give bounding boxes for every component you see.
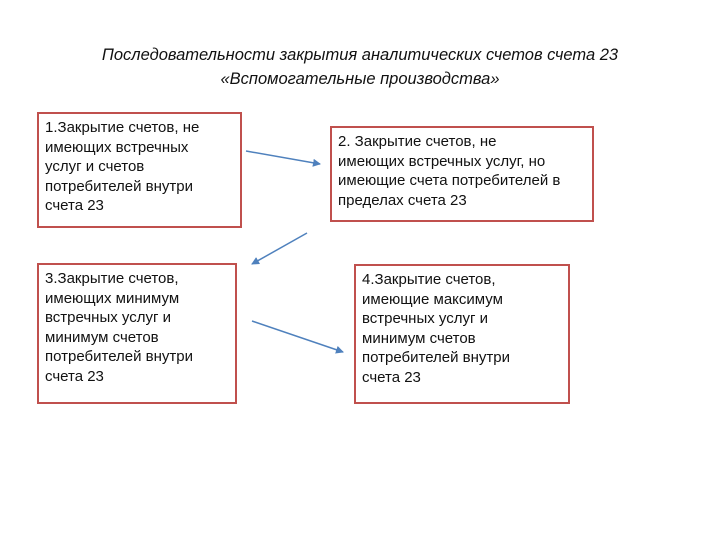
- arrow-step1-to-step2: [246, 151, 320, 164]
- step-1-line: услуг и счетов: [45, 158, 145, 175]
- step-4-line: счета 23: [362, 368, 421, 386]
- step-4-line: минимум счетов: [362, 329, 476, 347]
- step-3-line: потребителей внутри: [45, 348, 194, 365]
- step-4-box: [354, 264, 570, 404]
- arrow-step2-to-step3: [252, 233, 307, 264]
- step-1-line: потребителей внутри: [45, 177, 194, 195]
- step-1-box: [37, 112, 242, 228]
- step-4-line: встречных услуг и: [362, 310, 489, 327]
- diagram-title: [40, 43, 680, 91]
- step-3-box: [37, 263, 237, 404]
- step-2-line: имеющие счета потребителей в: [338, 172, 561, 189]
- step-3-line: встречных услуг и: [45, 309, 172, 326]
- step-2-line: 2. Закрытие счетов, не: [338, 133, 497, 150]
- title-line-2: «Вспомогательные производства»: [220, 70, 500, 88]
- title-line-1: Последовательности закрытия аналитических счетов счета 23: [101, 46, 619, 64]
- arrow-step3-to-step4: [252, 321, 343, 352]
- step-2-line: имеющих встречных услуг, но: [338, 152, 546, 170]
- step-3-line: счета 23: [45, 367, 104, 385]
- step-1-line: имеющих встречных: [45, 138, 189, 156]
- step-4-line: 4.Закрытие счетов,: [362, 271, 496, 288]
- step-4-line: потребителей внутри: [362, 349, 511, 366]
- step-1-line: 1.Закрытие счетов, не: [45, 119, 200, 136]
- step-3-line: минимум счетов: [45, 328, 159, 346]
- step-2-box: [330, 126, 594, 222]
- step-2-line: пределах счета 23: [338, 191, 467, 209]
- step-3-line: имеющих минимум: [45, 289, 180, 307]
- step-4-line: имеющие максимум: [362, 290, 503, 308]
- step-3-line: 3.Закрытие счетов,: [45, 270, 179, 287]
- step-1-line: счета 23: [45, 197, 104, 214]
